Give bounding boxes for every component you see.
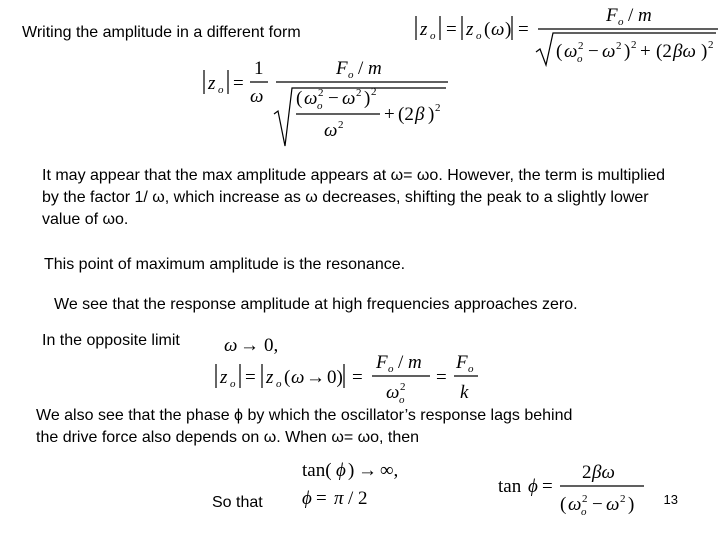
svg-text:): ): [428, 104, 435, 125]
tan-phase-equation: [496, 456, 646, 524]
svg-text:o: o: [581, 506, 587, 518]
svg-text:(: (: [556, 41, 563, 62]
label-opposite-limit: In the opposite limit: [42, 332, 180, 349]
amplitude-rewritten-equation: [200, 54, 460, 152]
svg-text:ω: ω: [342, 88, 356, 109]
svg-text:tan: tan: [498, 476, 522, 497]
heading: Writing the amplitude in a different form: [22, 24, 301, 41]
svg-text:o: o: [317, 100, 323, 112]
svg-text:=: =: [446, 19, 457, 40]
svg-text:2: 2: [400, 381, 406, 393]
svg-text:2: 2: [371, 86, 377, 98]
svg-text:→: →: [358, 460, 377, 481]
svg-text:1: 1: [254, 58, 264, 79]
svg-text:ω: ω: [602, 41, 616, 62]
svg-text:): ): [624, 41, 631, 62]
tan-phase-limit: [300, 456, 410, 484]
svg-text:ϕ: ϕ: [336, 460, 346, 481]
svg-text:/ 2: / 2: [348, 488, 368, 509]
svg-text:0): 0): [327, 367, 343, 388]
svg-text:): ): [701, 41, 708, 62]
svg-text:ω: ω: [606, 494, 620, 515]
svg-text:(2: (2: [398, 104, 414, 125]
svg-text:=: =: [542, 476, 553, 497]
label-so-that: So that: [212, 494, 263, 511]
svg-text:ω: ω: [304, 88, 318, 109]
svg-text:(: (: [296, 88, 303, 109]
svg-text:/: /: [398, 352, 404, 373]
svg-text:ω: ω: [564, 41, 578, 62]
svg-text:z: z: [208, 73, 216, 94]
svg-text:2: 2: [708, 39, 714, 51]
svg-text:ω: ω: [324, 120, 338, 141]
svg-text:m: m: [408, 352, 422, 373]
svg-text:−: −: [328, 88, 339, 109]
svg-text:o: o: [476, 30, 482, 42]
svg-text:o: o: [218, 84, 224, 96]
svg-text:ω: ω: [291, 367, 305, 388]
svg-text:ω: ω: [386, 382, 400, 403]
svg-text:F: F: [336, 58, 348, 79]
svg-text:→: →: [240, 335, 259, 356]
svg-text:ϕ: ϕ: [528, 476, 538, 497]
svg-text:π: π: [334, 488, 344, 509]
svg-text:/: /: [358, 58, 364, 79]
svg-text:∞,: ∞,: [380, 460, 399, 481]
page-number: 13: [663, 492, 678, 507]
paragraph-high-frequency: We see that the response amplitude at high frequencies approaches zero.: [54, 296, 578, 313]
svg-text:2: 2: [616, 40, 622, 52]
svg-text:o: o: [430, 30, 436, 42]
paragraph-resonance: This point of maximum amplitude is the resonance.: [44, 256, 406, 273]
svg-text:2: 2: [631, 39, 637, 51]
svg-text:F: F: [606, 5, 618, 26]
svg-text:ω: ω: [250, 86, 264, 107]
svg-text:+: +: [384, 104, 395, 125]
low-frequency-amplitude-equation: [212, 348, 482, 408]
svg-text:2: 2: [318, 87, 324, 99]
svg-text:+: +: [640, 41, 651, 62]
svg-text:ω: ω: [568, 494, 582, 515]
svg-text:): ): [628, 494, 635, 515]
svg-text:o: o: [230, 378, 236, 390]
svg-text:ϕ: ϕ: [302, 488, 312, 509]
svg-text:→: →: [306, 367, 325, 388]
svg-text:o: o: [348, 69, 354, 81]
svg-text:2: 2: [620, 493, 626, 505]
svg-text:2: 2: [435, 102, 441, 114]
svg-text:=: =: [436, 367, 447, 388]
svg-text:2: 2: [582, 493, 588, 505]
svg-text:0,: 0,: [264, 335, 279, 356]
svg-text:(2: (2: [656, 41, 672, 62]
svg-text:): ): [505, 19, 512, 40]
svg-text:m: m: [638, 5, 652, 26]
svg-text:z: z: [420, 19, 428, 40]
svg-text:=: =: [316, 488, 327, 509]
svg-text:=: =: [233, 73, 244, 94]
svg-text:/: /: [628, 5, 634, 26]
svg-text:2: 2: [582, 462, 592, 483]
svg-text:z: z: [220, 367, 228, 388]
paragraph-max-amplitude: It may appear that the max amplitude appears at ω= ωo. However, the term is multiplied by the factor 1/ ω, which increase as ω decreases, shifting the peak to a slightly lower value of ωo.: [42, 167, 666, 228]
svg-text:k: k: [460, 382, 469, 403]
svg-text:): ): [364, 88, 371, 109]
svg-text:o: o: [388, 363, 394, 375]
svg-text:2: 2: [578, 40, 584, 52]
paragraph-phase: We also see that the phase ϕ by which the oscillator’s response lags behind the drive force also depends on ω. When ω= ωo, then: [36, 407, 573, 446]
svg-text:βω: βω: [673, 41, 696, 62]
svg-text:(: (: [284, 367, 291, 388]
svg-text:2: 2: [356, 87, 362, 99]
phase-result-equation: [300, 484, 380, 512]
svg-text:βω: βω: [592, 462, 615, 483]
svg-text:=: =: [352, 367, 363, 388]
svg-text:tan(: tan(: [302, 460, 332, 481]
svg-text:m: m: [368, 58, 382, 79]
svg-text:(: (: [560, 494, 567, 515]
svg-text:o: o: [276, 378, 282, 390]
svg-text:o: o: [399, 394, 405, 406]
svg-text:β: β: [415, 104, 425, 125]
svg-text:z: z: [466, 19, 474, 40]
svg-text:o: o: [468, 363, 474, 375]
svg-text:=: =: [245, 367, 256, 388]
svg-text:(: (: [484, 19, 491, 40]
svg-text:ω: ω: [224, 335, 238, 356]
svg-text:−: −: [588, 41, 599, 62]
svg-text:F: F: [456, 352, 468, 373]
svg-text:2: 2: [338, 119, 344, 131]
svg-text:o: o: [577, 53, 583, 65]
svg-text:ω: ω: [491, 19, 505, 40]
svg-text:): ): [348, 460, 355, 481]
svg-text:=: =: [518, 19, 529, 40]
svg-text:−: −: [592, 494, 603, 515]
svg-text:o: o: [618, 16, 624, 28]
svg-text:z: z: [266, 367, 274, 388]
svg-text:F: F: [376, 352, 388, 373]
